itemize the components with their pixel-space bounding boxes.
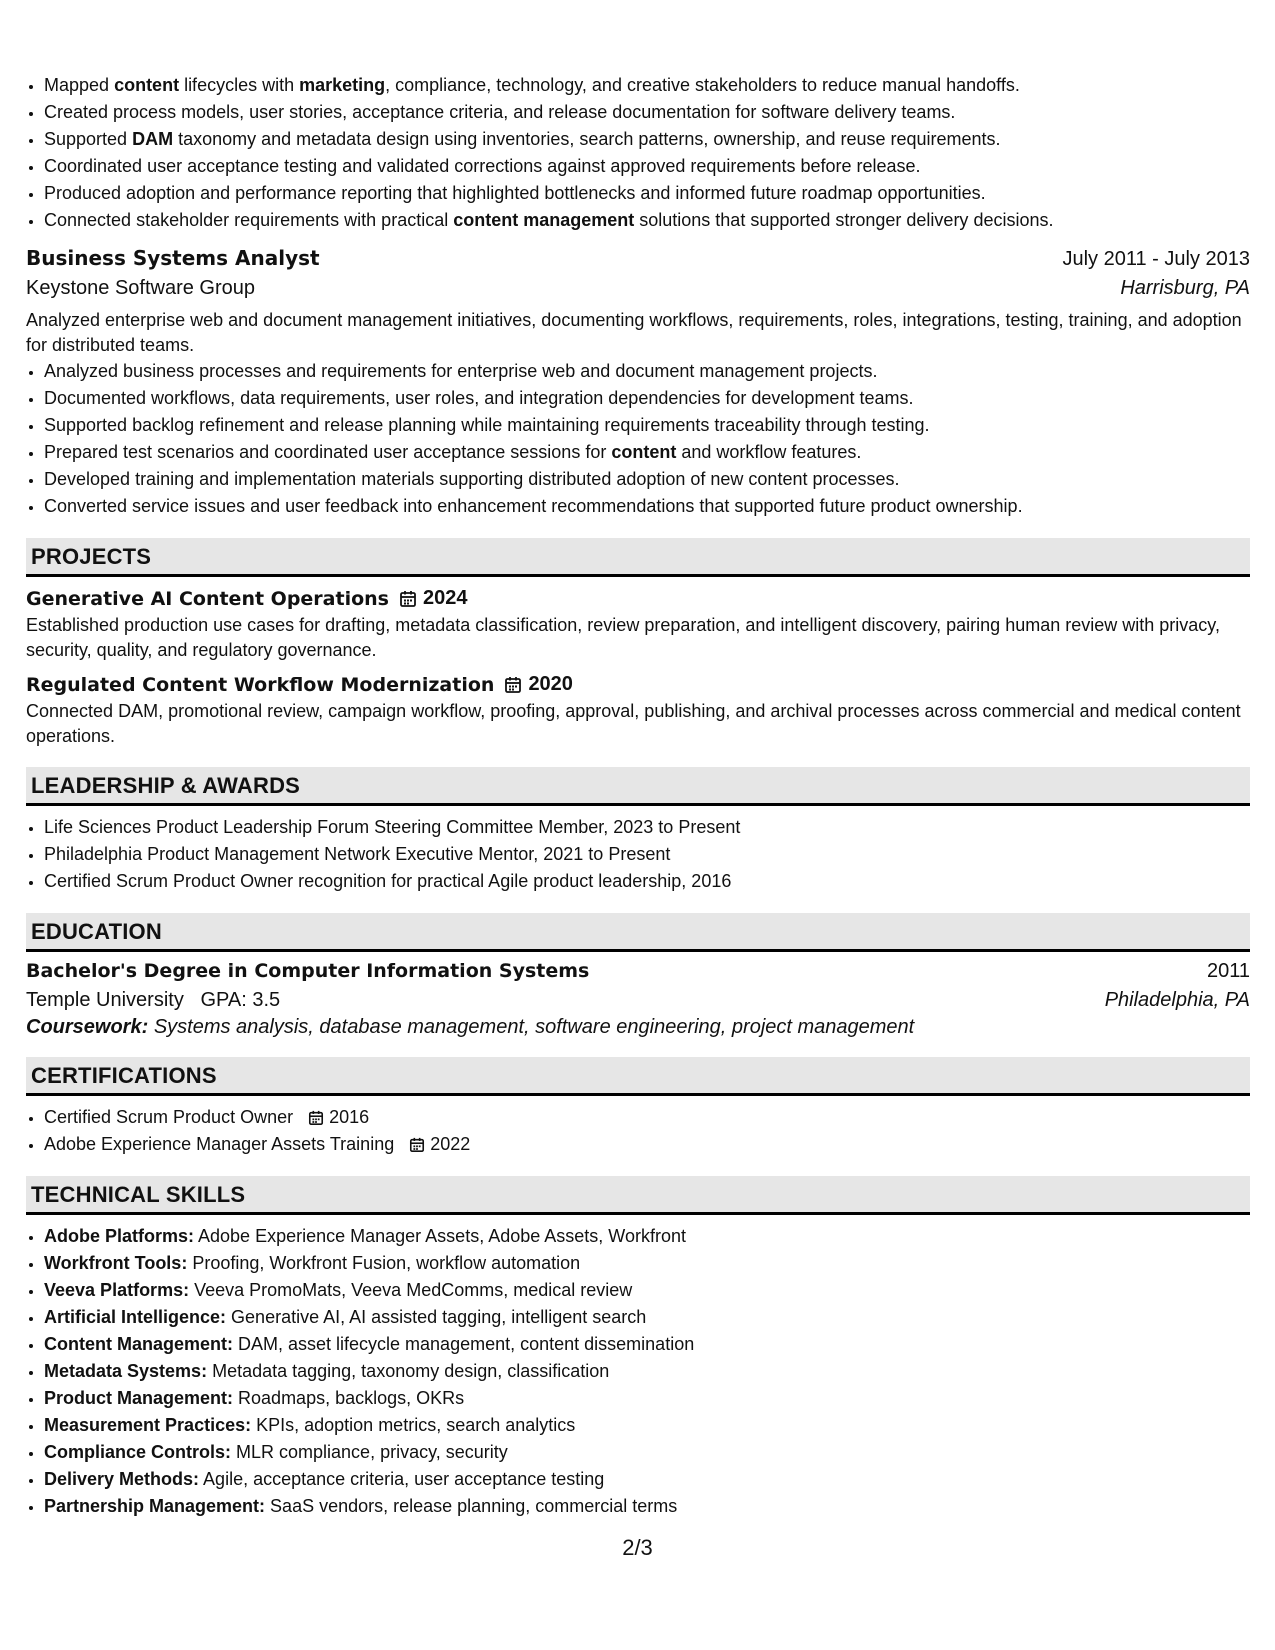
project-title: Generative AI Content Operations: [26, 587, 389, 610]
skill-item: [44, 1277, 1250, 1304]
skill-item: [44, 1331, 1250, 1358]
calendar-icon: [399, 590, 417, 608]
education-degree: Bachelor's Degree in Computer Information Systems: [26, 960, 590, 982]
project-entry: [26, 673, 1250, 749]
skill-label: Product Management:: [44, 1388, 234, 1408]
skills-list: [26, 1223, 1250, 1520]
experience-bullet: • Created process models, user stories, acceptance criteria, and release documentation for software delivery teams.: [44, 99, 1250, 126]
skill-value: DAM, asset lifecycle management, content dissemination: [233, 1334, 695, 1354]
skill-item: [44, 1439, 1250, 1466]
skill-label: Measurement Practices:: [44, 1415, 252, 1435]
calendar-icon: [409, 1137, 425, 1153]
experience-continued-bullets: [26, 72, 1250, 234]
skill-label: Adobe Platforms:: [44, 1226, 195, 1246]
skill-label: Content Management:: [44, 1334, 233, 1354]
project-description: Established production use cases for drafting, metadata classification, review preparation, and intelligent discovery, pairing human review with privacy, security, quality, and regulatory governance.: [26, 615, 1220, 660]
section-heading-projects: PROJECTS: [26, 538, 1250, 577]
skill-label: Workfront Tools:: [44, 1253, 188, 1273]
skill-value: KPIs, adoption metrics, search analytics: [251, 1415, 576, 1435]
certification-item: [44, 1131, 1250, 1158]
certification-name: Certified Scrum Product Owner: [44, 1107, 294, 1127]
skill-value: Generative AI, AI assisted tagging, intelligent search: [226, 1307, 647, 1327]
job-bullet: • Prepared test scenarios and coordinated user acceptance sessions for content and workflow features.: [44, 439, 1250, 466]
skill-item: [44, 1466, 1250, 1493]
education-school: Temple University: [26, 989, 184, 1011]
calendar-icon: [308, 1110, 324, 1126]
leadership-item: • Life Sciences Product Leadership Forum Steering Committee Member, 2023 to Present: [44, 814, 1250, 841]
section-heading-technical-skills: TECHNICAL SKILLS: [26, 1176, 1250, 1215]
skill-value: Agile, acceptance criteria, user acceptance testing: [199, 1469, 605, 1489]
experience-bullet: • Coordinated user acceptance testing and validated corrections against approved requirements before release.: [44, 153, 1250, 180]
job-bullet: • Converted service issues and user feedback into enhancement recommendations that supported future product ownership.: [44, 493, 1250, 520]
skill-label: Artificial Intelligence:: [44, 1307, 227, 1327]
certifications-list: [26, 1104, 1250, 1158]
job-entry: [26, 246, 1250, 520]
skill-item: [44, 1250, 1250, 1277]
skill-item: [44, 1358, 1250, 1385]
certification-name: Adobe Experience Manager Assets Training: [44, 1134, 395, 1154]
calendar-icon: [504, 676, 522, 694]
skill-label: Compliance Controls:: [44, 1442, 232, 1462]
job-bullet: • Analyzed business processes and requirements for enterprise web and document management projects.: [44, 358, 1250, 385]
skill-item: [44, 1385, 1250, 1412]
experience-bullet: • Supported DAM taxonomy and metadata design using inventories, search patterns, ownership, and reuse requirements.: [44, 126, 1250, 153]
certification-year: 2016: [329, 1107, 370, 1127]
project-description: Connected DAM, promotional review, campaign workflow, proofing, approval, publishing, and archival processes across commercial and medical content operations.: [26, 701, 1241, 746]
job-dates: July 2011 - July 2013: [1062, 248, 1250, 270]
education-entry: [26, 960, 1250, 1039]
skill-item: [44, 1493, 1250, 1520]
certification-year: 2022: [430, 1134, 471, 1154]
leadership-list: [26, 814, 1250, 895]
job-summary: Analyzed enterprise web and document management initiatives, documenting workflows, requirements, roles, integrations, testing, training, and adoption for distributed teams.: [26, 310, 1242, 355]
education-year: 2011: [1206, 960, 1250, 982]
skill-value: SaaS vendors, release planning, commercial terms: [265, 1496, 678, 1516]
education-gpa: GPA: 3.5: [200, 989, 281, 1011]
job-company: Keystone Software Group: [26, 277, 256, 299]
section-heading-education: EDUCATION: [26, 913, 1250, 952]
education-location: Philadelphia, PA: [1104, 989, 1250, 1011]
skill-value: MLR compliance, privacy, security: [231, 1442, 508, 1462]
project-year: 2024: [423, 587, 468, 609]
skill-value: Adobe Experience Manager Assets, Adobe Assets, Workfront: [194, 1226, 686, 1246]
skill-value: Proofing, Workfront Fusion, workflow automation: [187, 1253, 581, 1273]
skill-label: Veeva Platforms:: [44, 1280, 190, 1300]
skill-item: [44, 1304, 1250, 1331]
project-entry: [26, 587, 1250, 663]
skill-value: Roadmaps, backlogs, OKRs: [233, 1388, 465, 1408]
skill-value: Metadata tagging, taxonomy design, classification: [207, 1361, 610, 1381]
skill-item: [44, 1412, 1250, 1439]
experience-bullet: • Connected stakeholder requirements with practical content management solutions that supported stronger delivery decisions.: [44, 207, 1250, 234]
resume-page: [26, 72, 1250, 1520]
job-bullet: • Developed training and implementation materials supporting distributed adoption of new content processes.: [44, 466, 1250, 493]
job-bullets: [26, 358, 1250, 520]
skill-value: Veeva PromoMats, Veeva MedComms, medical review: [189, 1280, 633, 1300]
experience-bullet: • Mapped content lifecycles with marketing, compliance, technology, and creative stakeholders to reduce manual handoffs.: [44, 72, 1250, 99]
certification-item: [44, 1104, 1250, 1131]
job-bullet: • Documented workflows, data requirements, user roles, and integration dependencies for development teams.: [44, 385, 1250, 412]
section-heading-certifications: CERTIFICATIONS: [26, 1057, 1250, 1096]
leadership-item: • Certified Scrum Product Owner recognition for practical Agile product leadership, 2016: [44, 868, 1250, 895]
job-location: Harrisburg, PA: [1120, 277, 1250, 299]
skill-item: [44, 1223, 1250, 1250]
skill-label: Delivery Methods:: [44, 1469, 200, 1489]
project-title: Regulated Content Workflow Modernization: [26, 673, 495, 696]
leadership-item: • Philadelphia Product Management Network Executive Mentor, 2021 to Present: [44, 841, 1250, 868]
job-bullet: • Supported backlog refinement and release planning while maintaining requirements traceability through testing.: [44, 412, 1250, 439]
job-title: Business Systems Analyst: [26, 246, 320, 270]
coursework-label: Coursework:: [26, 1016, 149, 1038]
project-year: 2020: [528, 673, 573, 695]
experience-bullet: • Produced adoption and performance reporting that highlighted bottlenecks and informed future roadmap opportunities.: [44, 180, 1250, 207]
section-heading-leadership: LEADERSHIP & AWARDS: [26, 767, 1250, 806]
skill-label: Partnership Management:: [44, 1496, 266, 1516]
skill-label: Metadata Systems:: [44, 1361, 208, 1381]
page-number: 2/3: [622, 1535, 653, 1560]
coursework-list: Systems analysis, database management, software engineering, project management: [153, 1016, 915, 1038]
